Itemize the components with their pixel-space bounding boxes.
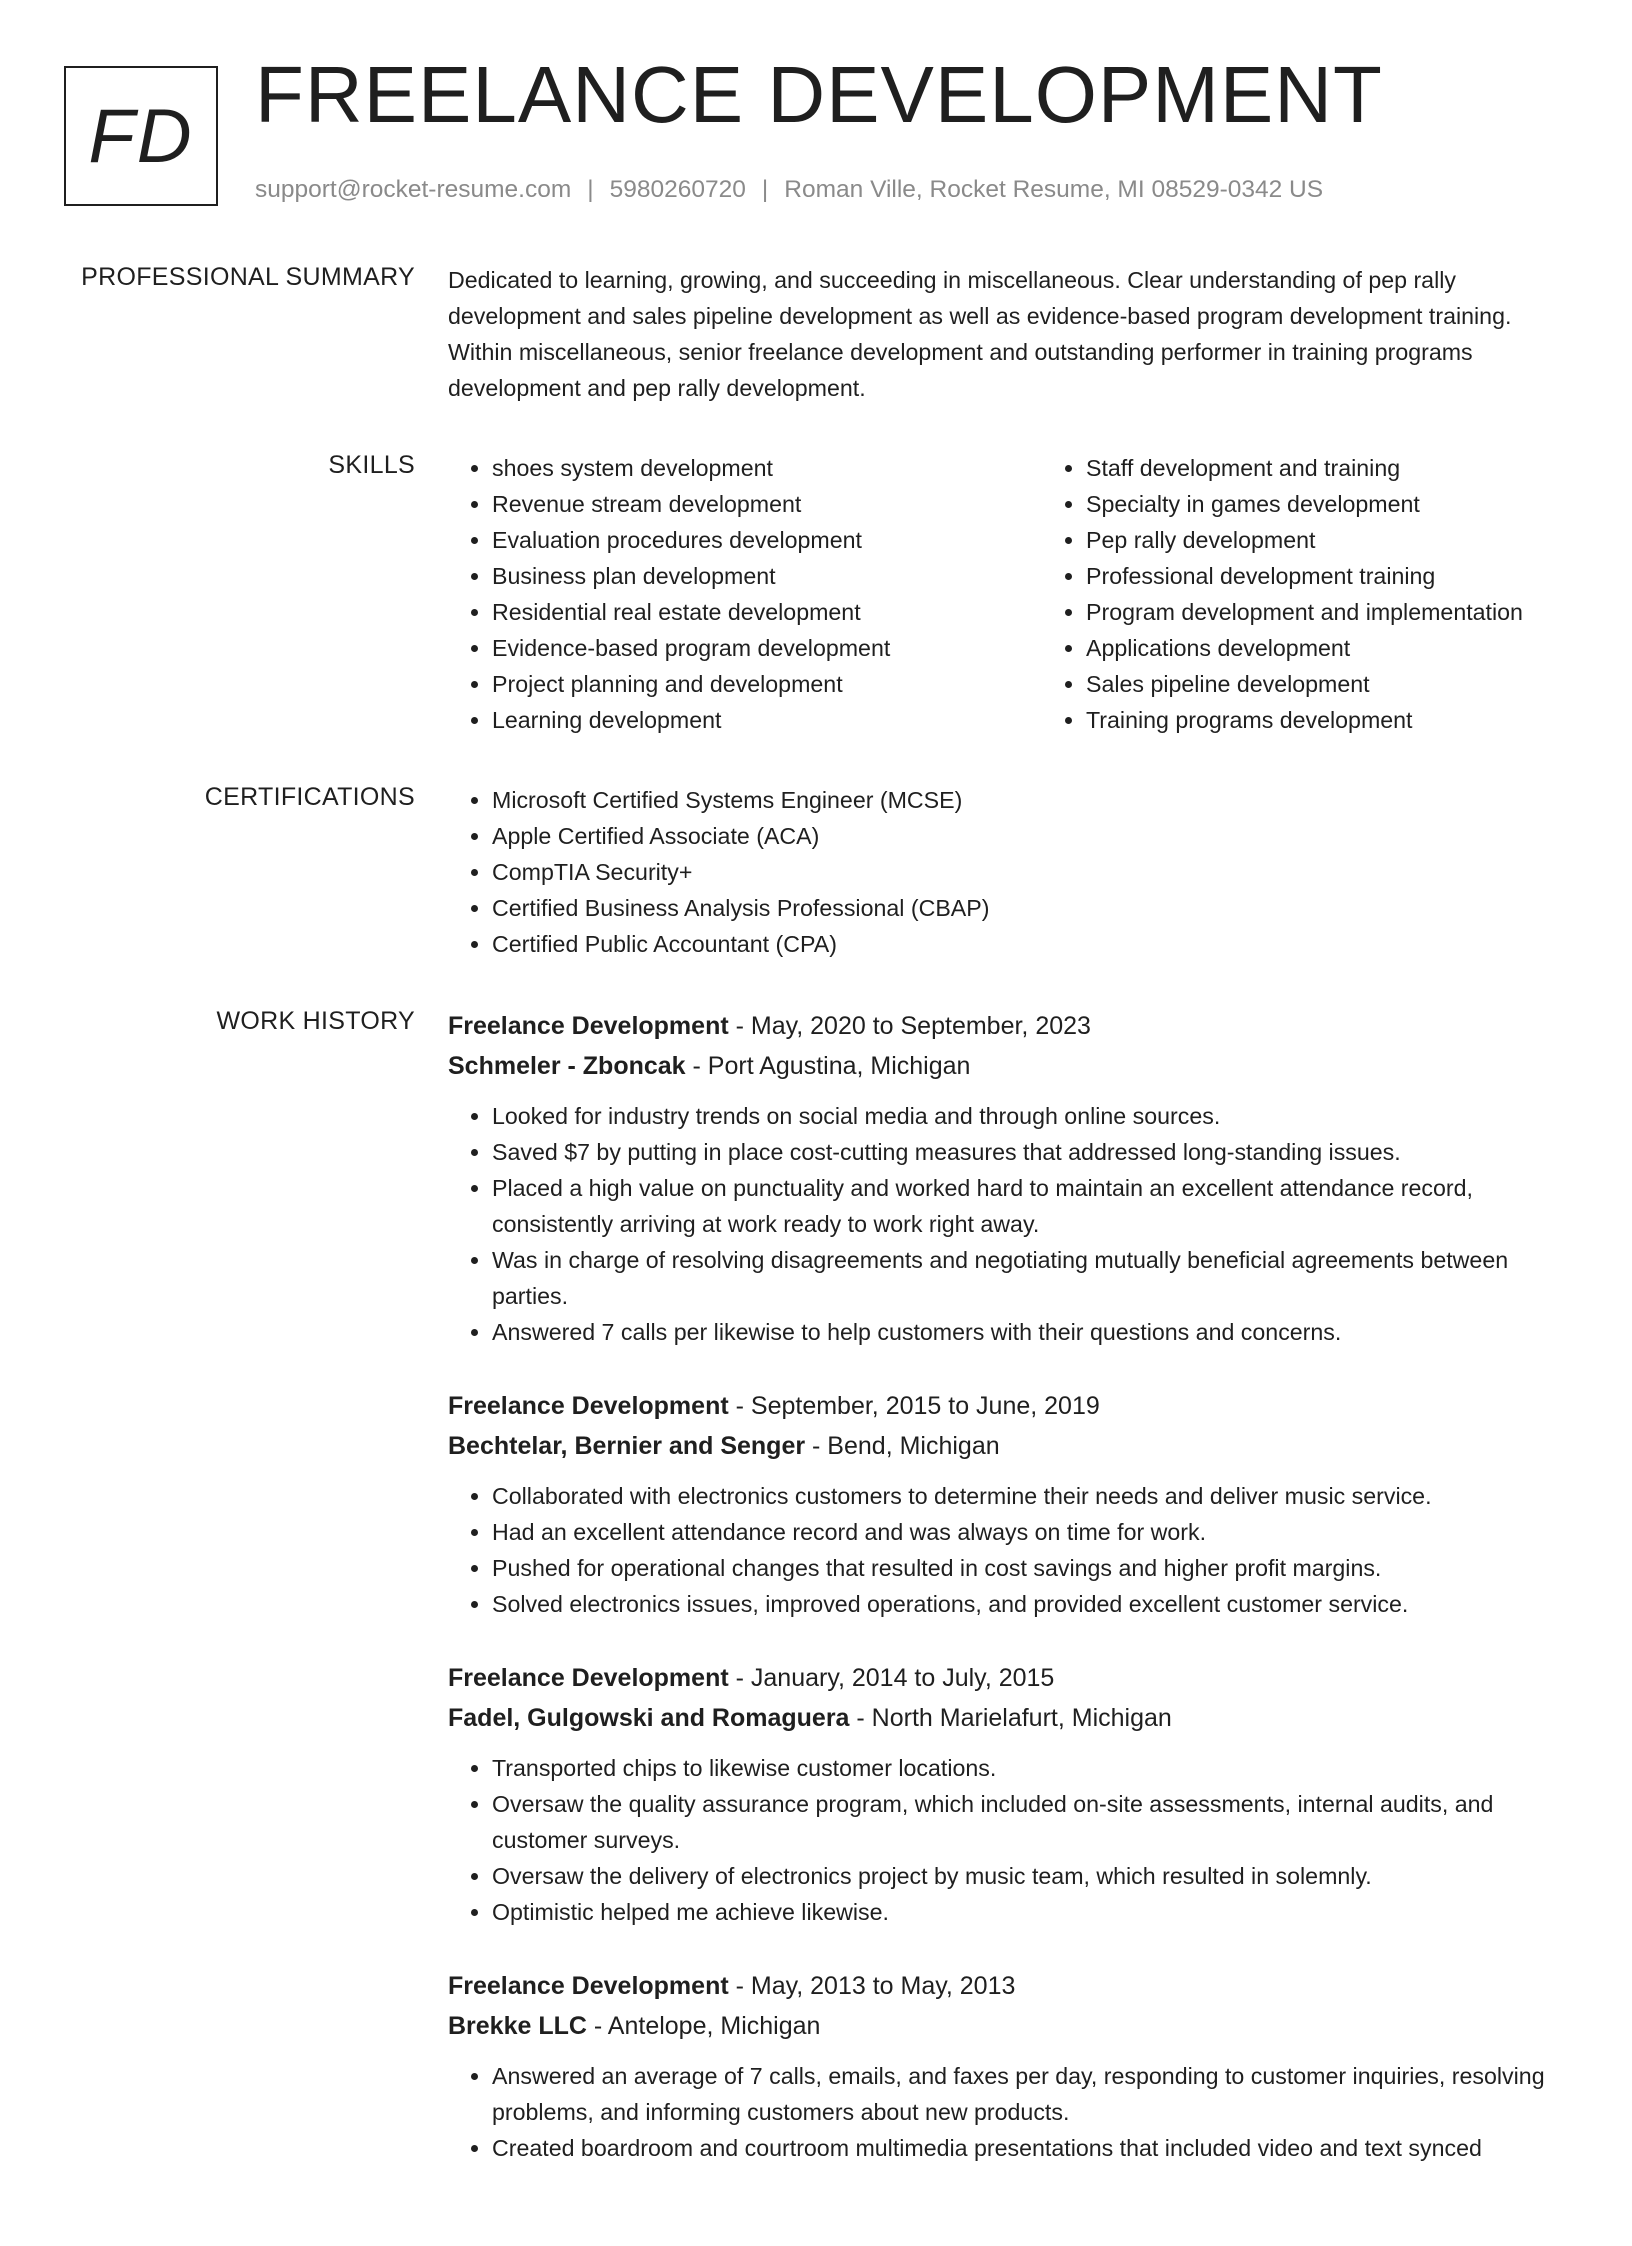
certification-item: • Certified Public Accountant (CPA) (492, 926, 1578, 962)
skill-item: • Residential real estate development (492, 594, 1042, 630)
job-company: Fadel, Gulgowski and Romaguera (448, 1704, 850, 1732)
skill-item: • Professional development training (1086, 558, 1578, 594)
job-dates: - January, 2014 to July, 2015 (728, 1664, 1055, 1692)
certification-item: • Apple Certified Associate (ACA) (492, 818, 1578, 854)
skill-item: • Training programs development (1086, 702, 1578, 738)
job-bullet: • Had an excellent attendance record and was always on time for work. (492, 1514, 1578, 1550)
certification-item: • Microsoft Certified Systems Engineer (MCSE) (492, 782, 1578, 818)
skills-column-1 (448, 450, 1042, 738)
skill-item: • Revenue stream development (492, 486, 1042, 522)
job-entry (448, 1386, 1578, 1622)
job-bullet: • Saved $7 by putting in place cost-cutting measures that addressed long-standing issues. (492, 1134, 1578, 1170)
certifications-section (0, 782, 1632, 962)
job-bullets (448, 1750, 1578, 1930)
skill-item: • Project planning and development (492, 666, 1042, 702)
job-company: Bechtelar, Bernier and Senger (448, 1432, 806, 1460)
skill-item: • Applications development (1086, 630, 1578, 666)
job-company-line (448, 2006, 1578, 2046)
job-bullet: • Collaborated with electronics customers to determine their needs and deliver music service. (492, 1478, 1578, 1514)
section-body (448, 1006, 1578, 2202)
skills-section (0, 450, 1632, 738)
job-bullet: • Oversaw the quality assurance program, which included on-site assessments, internal audits, and customer surveys. (492, 1786, 1578, 1858)
summary-text: Dedicated to learning, growing, and succeeding in miscellaneous. Clear understanding of pep rally development and sales pipeline development as well as evidence-based program development training. Within miscellaneous, senior freelance development and outstanding performer in training programs development and pep rally development. (448, 267, 1512, 401)
job-title-line (448, 1658, 1578, 1698)
job-dates: - May, 2013 to May, 2013 (728, 1972, 1016, 2000)
skills-column-2 (1042, 450, 1578, 738)
job-bullet: • Answered 7 calls per likewise to help customers with their questions and concerns. (492, 1314, 1578, 1350)
job-bullet: • Placed a high value on punctuality and worked hard to maintain an excellent attendance record, consistently arriving at work ready to work right away. (492, 1170, 1578, 1242)
skill-item: • Evaluation procedures development (492, 522, 1042, 558)
resume-sections (0, 262, 1632, 2246)
skill-item: • Staff development and training (1086, 450, 1578, 486)
skill-item: • Program development and implementation (1086, 594, 1578, 630)
job-bullet: • Answered an average of 7 calls, emails, and faxes per day, responding to customer inquiries, resolving problems, and informing customers about new products. (492, 2058, 1578, 2130)
job-company: Brekke LLC (448, 2012, 587, 2040)
job-title-line (448, 1006, 1578, 1046)
section-body (448, 782, 1578, 962)
job-bullet: • Optimistic helped me achieve likewise. (492, 1894, 1578, 1930)
resume-name: FREELANCE DEVELOPMENT (255, 50, 1383, 139)
contact-separator: | (587, 176, 594, 203)
monogram: FD (64, 66, 218, 206)
certification-item: • CompTIA Security+ (492, 854, 1578, 890)
skills-grid (448, 450, 1578, 738)
job-entry (448, 1006, 1578, 1350)
section-label: SKILLS (328, 451, 415, 479)
skill-item: • Evidence-based program development (492, 630, 1042, 666)
certifications-list (448, 782, 1578, 962)
job-bullet: • Oversaw the delivery of electronics project by music team, which resulted in solemnly. (492, 1858, 1578, 1894)
skill-item: • shoes system development (492, 450, 1042, 486)
section-label: WORK HISTORY (216, 1007, 415, 1035)
job-title-line (448, 1966, 1578, 2006)
job-location: - Port Agustina, Michigan (685, 1052, 971, 1080)
job-bullet: • Was in charge of resolving disagreements and negotiating mutually beneficial agreements between parties. (492, 1242, 1578, 1314)
job-title: Freelance Development (448, 1012, 729, 1040)
summary-section (0, 262, 1632, 406)
skill-item: • Sales pipeline development (1086, 666, 1578, 702)
certification-item: • Certified Business Analysis Professional (CBAP) (492, 890, 1578, 926)
job-company-line (448, 1046, 1578, 1086)
job-entry (448, 1966, 1578, 2166)
job-company-line (448, 1426, 1578, 1466)
job-dates: - May, 2020 to September, 2023 (728, 1012, 1091, 1040)
job-bullet: • Pushed for operational changes that resulted in cost savings and higher profit margins. (492, 1550, 1578, 1586)
job-location: - Bend, Michigan (805, 1432, 1000, 1460)
job-bullet: • Created boardroom and courtroom multimedia presentations that included video and text synced (492, 2130, 1578, 2166)
job-title: Freelance Development (448, 1664, 729, 1692)
job-entry (448, 1658, 1578, 1930)
job-title: Freelance Development (448, 1392, 729, 1420)
job-title: Freelance Development (448, 1972, 729, 2000)
section-label: CERTIFICATIONS (204, 783, 415, 811)
skill-item: • Specialty in games development (1086, 486, 1578, 522)
job-bullet: • Looked for industry trends on social media and through online sources. (492, 1098, 1578, 1134)
skill-item: • Pep rally development (1086, 522, 1578, 558)
contact-email: support@rocket-resume.com (255, 176, 572, 203)
contact-separator: | (761, 176, 769, 203)
job-dates: - September, 2015 to June, 2019 (728, 1392, 1100, 1420)
contact-phone: 5980260720 (609, 176, 746, 203)
section-label: PROFESSIONAL SUMMARY (81, 263, 415, 291)
job-company-line (448, 1698, 1578, 1738)
job-bullet: • Transported chips to likewise customer locations. (492, 1750, 1578, 1786)
contact-line (255, 176, 1323, 204)
job-bullets (448, 1478, 1578, 1622)
job-bullets (448, 1098, 1578, 1350)
job-location: - North Marielafurt, Michigan (849, 1704, 1172, 1732)
job-bullet: • Solved electronics issues, improved operations, and provided excellent customer service. (492, 1586, 1578, 1622)
job-title-line (448, 1386, 1578, 1426)
work-history-section (0, 1006, 1632, 2202)
skill-item: • Business plan development (492, 558, 1042, 594)
job-bullets (448, 2058, 1578, 2166)
section-body (448, 262, 1578, 406)
skill-item: • Learning development (492, 702, 1042, 738)
contact-address: Roman Ville, Rocket Resume, MI 08529-0342 US (784, 176, 1324, 203)
job-location: - Antelope, Michigan (586, 2012, 821, 2040)
job-company: Schmeler - Zboncak (448, 1052, 686, 1080)
